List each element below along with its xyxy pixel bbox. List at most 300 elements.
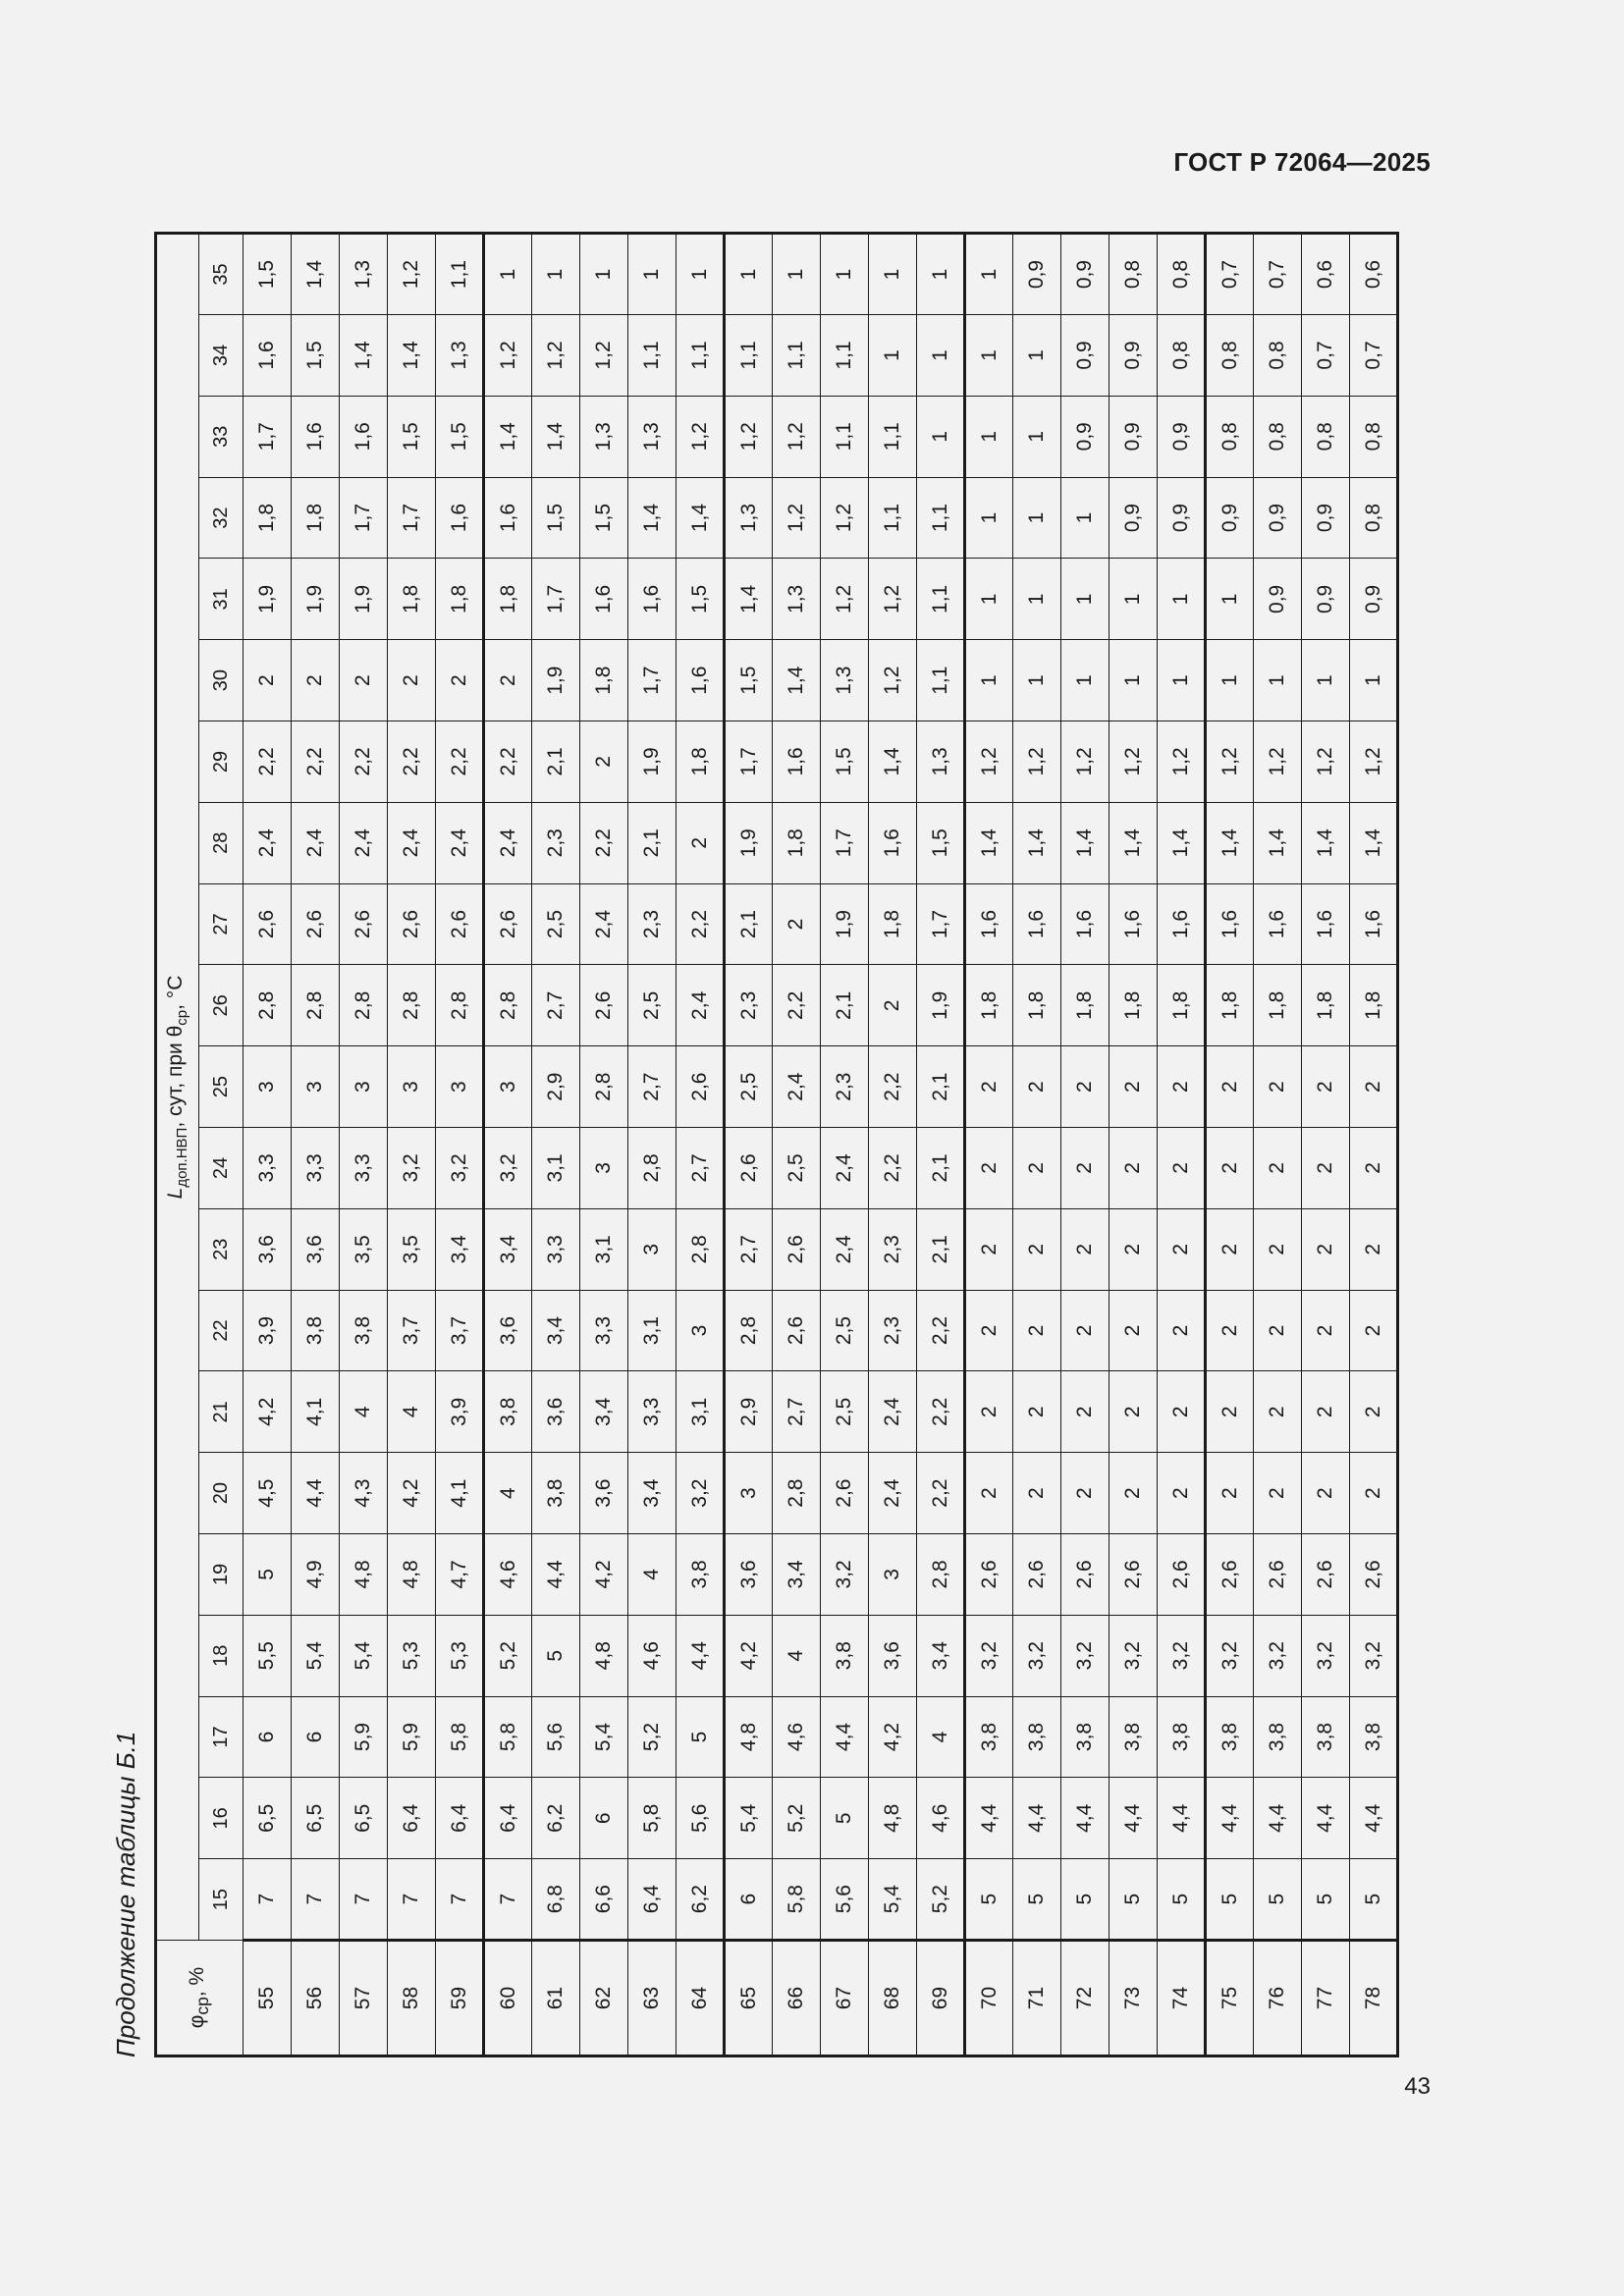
value-cell: 3,4 (532, 1290, 580, 1371)
value-cell: 4,6 (917, 1778, 965, 1859)
value-cell: 3 (484, 1046, 532, 1128)
value-cell: 1 (677, 234, 725, 315)
value-cell: 3,3 (292, 1128, 340, 1209)
row-phi-cell: 63 (628, 1941, 677, 2056)
value-cell: 6 (580, 1778, 628, 1859)
row-phi-cell: 57 (340, 1941, 388, 2056)
value-cell: 1 (1013, 477, 1061, 559)
value-cell: 2 (677, 802, 725, 883)
value-cell: 3,8 (821, 1615, 869, 1696)
value-cell: 1 (1206, 640, 1254, 721)
value-cell: 1,1 (628, 315, 677, 397)
value-cell: 3,8 (1206, 1696, 1254, 1778)
value-cell: 1 (869, 234, 917, 315)
value-cell: 2,4 (388, 802, 436, 883)
value-cell: 4,8 (388, 1534, 436, 1616)
value-cell: 4,4 (1013, 1778, 1061, 1859)
value-cell: 2,5 (725, 1046, 773, 1128)
value-cell: 1,9 (292, 559, 340, 640)
value-cell: 2,1 (628, 802, 677, 883)
value-cell: 2,6 (388, 883, 436, 965)
value-cell: 0,9 (1061, 396, 1110, 477)
value-cell: 1,9 (725, 802, 773, 883)
value-cell: 1,8 (244, 477, 292, 559)
value-cell: 1,4 (388, 315, 436, 397)
value-cell: 4,6 (628, 1615, 677, 1696)
value-cell: 2 (1350, 1371, 1398, 1453)
value-cell: 3,8 (1110, 1696, 1158, 1778)
value-cell: 1,8 (773, 802, 821, 883)
value-cell: 5,6 (532, 1696, 580, 1778)
value-cell: 2,5 (821, 1290, 869, 1371)
value-cell: 1,6 (292, 396, 340, 477)
value-cell: 1,9 (340, 559, 388, 640)
value-cell: 0,9 (1206, 477, 1254, 559)
value-cell: 2 (1110, 1046, 1158, 1128)
value-cell: 3,6 (532, 1371, 580, 1453)
value-cell: 1 (1110, 640, 1158, 721)
value-cell: 1 (628, 234, 677, 315)
value-cell: 1 (965, 234, 1013, 315)
value-cell: 2,6 (1206, 1534, 1254, 1616)
value-cell: 7 (484, 1859, 532, 1941)
value-cell: 2 (1302, 1371, 1350, 1453)
value-cell: 4,2 (244, 1371, 292, 1453)
value-cell: 1 (917, 234, 965, 315)
row-phi-cell: 78 (1350, 1941, 1398, 2056)
value-cell: 1,8 (1061, 965, 1110, 1046)
value-cell: 5 (677, 1696, 725, 1778)
value-cell: 1,5 (532, 477, 580, 559)
value-cell: 2 (1206, 1208, 1254, 1290)
value-cell: 3,2 (388, 1128, 436, 1209)
value-cell: 1,6 (1110, 883, 1158, 965)
value-cell: 1,4 (484, 396, 532, 477)
value-cell: 1,8 (1350, 965, 1398, 1046)
column-header-temp: 15 (199, 1859, 244, 1941)
value-cell: 2 (965, 1290, 1013, 1371)
value-cell: 3,5 (340, 1208, 388, 1290)
value-cell: 1,5 (725, 640, 773, 721)
row-phi-cell: 56 (292, 1941, 340, 2056)
column-header-temp: 19 (199, 1534, 244, 1616)
value-cell: 1,2 (773, 396, 821, 477)
value-cell: 4,2 (388, 1453, 436, 1534)
value-cell: 3,1 (677, 1371, 725, 1453)
row-header-phi: $\varphi_{ср}$, % (156, 1941, 244, 2056)
value-cell: 1,4 (965, 802, 1013, 883)
value-cell: 0,8 (1158, 234, 1206, 315)
value-cell: 5 (1350, 1859, 1398, 1941)
value-cell: 3,4 (917, 1615, 965, 1696)
value-cell: 1,3 (773, 559, 821, 640)
value-cell: 1,2 (677, 396, 725, 477)
value-cell: 1,3 (436, 315, 484, 397)
value-cell: 4,8 (580, 1615, 628, 1696)
value-cell: 3 (244, 1046, 292, 1128)
table-row (1206, 234, 1254, 2056)
value-cell: 0,9 (1350, 559, 1398, 640)
value-cell: 2 (1302, 1046, 1350, 1128)
value-cell: 3,8 (965, 1696, 1013, 1778)
value-cell: 5,4 (580, 1696, 628, 1778)
value-cell: 3 (725, 1453, 773, 1534)
value-cell: 1,3 (917, 721, 965, 803)
value-cell: 3,2 (1350, 1615, 1398, 1696)
value-cell: 1,6 (1013, 883, 1061, 965)
value-cell: 1,2 (773, 477, 821, 559)
value-cell: 2 (1302, 1290, 1350, 1371)
value-cell: 2,8 (244, 965, 292, 1046)
value-cell: 3,3 (580, 1290, 628, 1371)
value-cell: 2,8 (484, 965, 532, 1046)
value-cell: 1,5 (436, 396, 484, 477)
column-header-temp: 21 (199, 1371, 244, 1453)
value-cell: 4,2 (725, 1615, 773, 1696)
value-cell: 2 (1061, 1453, 1110, 1534)
value-cell: 5,8 (436, 1696, 484, 1778)
value-cell: 1,7 (821, 802, 869, 883)
value-cell: 2,1 (917, 1208, 965, 1290)
value-cell: 2 (1061, 1371, 1110, 1453)
value-cell: 3,8 (340, 1290, 388, 1371)
value-cell: 1,2 (725, 396, 773, 477)
value-cell: 1,8 (436, 559, 484, 640)
table-row (917, 234, 965, 2056)
value-cell: 2,2 (917, 1453, 965, 1534)
value-cell: 6,2 (677, 1859, 725, 1941)
header-row-temperatures (199, 234, 244, 2056)
value-cell: 0,9 (1302, 559, 1350, 640)
value-cell: 1,5 (677, 559, 725, 640)
value-cell: 6,8 (532, 1859, 580, 1941)
value-cell: 2,2 (917, 1290, 965, 1371)
value-cell: 1,4 (1061, 802, 1110, 883)
row-phi-cell: 58 (388, 1941, 436, 2056)
value-cell: 5 (965, 1859, 1013, 1941)
value-cell: 1,2 (532, 315, 580, 397)
value-cell: 3 (628, 1208, 677, 1290)
value-cell: 3,2 (1254, 1615, 1302, 1696)
value-cell: 2,6 (436, 883, 484, 965)
value-cell: 0,6 (1350, 234, 1398, 315)
column-header-temp: 30 (199, 640, 244, 721)
value-cell: 2 (1302, 1128, 1350, 1209)
value-cell: 1,6 (1254, 883, 1302, 965)
value-cell: 2,8 (388, 965, 436, 1046)
value-cell: 1,2 (821, 559, 869, 640)
value-cell: 1,8 (292, 477, 340, 559)
value-cell: 3,3 (244, 1128, 292, 1209)
value-cell: 1,9 (917, 965, 965, 1046)
value-cell: 1,4 (677, 477, 725, 559)
value-cell: 2,4 (869, 1371, 917, 1453)
row-phi-cell: 61 (532, 1941, 580, 2056)
value-cell: 1,2 (1302, 721, 1350, 803)
value-cell: 4,5 (244, 1453, 292, 1534)
value-cell: 2 (869, 965, 917, 1046)
value-cell: 2 (1206, 1290, 1254, 1371)
value-cell: 0,7 (1254, 234, 1302, 315)
value-cell: 1,3 (580, 396, 628, 477)
value-cell: 0,8 (1350, 396, 1398, 477)
value-cell: 2,5 (773, 1128, 821, 1209)
value-cell: 1,9 (821, 883, 869, 965)
value-cell: 1,5 (917, 802, 965, 883)
value-cell: 1,4 (1158, 802, 1206, 883)
value-cell: 5 (1061, 1859, 1110, 1941)
value-cell: 2,4 (869, 1453, 917, 1534)
value-cell: 1,9 (244, 559, 292, 640)
value-cell: 2,6 (677, 1046, 725, 1128)
value-cell: 3,2 (484, 1128, 532, 1209)
value-cell: 2 (965, 1208, 1013, 1290)
value-cell: 2,4 (340, 802, 388, 883)
value-cell: 1,3 (821, 640, 869, 721)
value-cell: 3 (869, 1534, 917, 1616)
value-cell: 4 (917, 1696, 965, 1778)
value-cell: 1,5 (580, 477, 628, 559)
value-cell: 2,6 (1013, 1534, 1061, 1616)
value-cell: 4 (388, 1371, 436, 1453)
value-cell: 2 (1254, 1046, 1302, 1128)
value-cell: 2,8 (580, 1046, 628, 1128)
value-cell: 4 (628, 1534, 677, 1616)
value-cell: 1,4 (1206, 802, 1254, 883)
value-cell: 2 (1158, 1290, 1206, 1371)
table-row (580, 234, 628, 2056)
value-cell: 1,7 (388, 477, 436, 559)
value-cell: 5 (1254, 1859, 1302, 1941)
column-header-temp: 16 (199, 1778, 244, 1859)
value-cell: 0,6 (1302, 234, 1350, 315)
value-cell: 2,3 (725, 965, 773, 1046)
value-cell: 3,6 (869, 1615, 917, 1696)
value-cell: 0,8 (1254, 315, 1302, 397)
value-cell: 4,3 (340, 1453, 388, 1534)
value-cell: 2 (1158, 1453, 1206, 1534)
value-cell: 2,2 (869, 1046, 917, 1128)
column-header-temp: 34 (199, 315, 244, 397)
value-cell: 5 (1206, 1859, 1254, 1941)
value-cell: 3,1 (532, 1128, 580, 1209)
value-cell: 2 (292, 640, 340, 721)
value-cell: 2,3 (532, 802, 580, 883)
table-row (1110, 234, 1158, 2056)
value-cell: 2,8 (340, 965, 388, 1046)
value-cell: 2,8 (628, 1128, 677, 1209)
row-phi-cell: 75 (1206, 1941, 1254, 2056)
value-cell: 3,8 (484, 1371, 532, 1453)
value-cell: 3,7 (436, 1290, 484, 1371)
table-row (965, 234, 1013, 2056)
table-row (1254, 234, 1302, 2056)
value-cell: 2 (1013, 1046, 1061, 1128)
value-cell: 1 (725, 234, 773, 315)
value-cell: 1,8 (1302, 965, 1350, 1046)
value-cell: 0,8 (1350, 477, 1398, 559)
value-cell: 1,4 (532, 396, 580, 477)
table-row (1158, 234, 1206, 2056)
table-row (1061, 234, 1110, 2056)
value-cell: 1,6 (1350, 883, 1398, 965)
value-cell: 2,9 (725, 1371, 773, 1453)
value-cell: 1,1 (917, 640, 965, 721)
value-cell: 1,4 (1350, 802, 1398, 883)
value-cell: 1,8 (1110, 965, 1158, 1046)
column-header-temp: 24 (199, 1128, 244, 1209)
value-cell: 5 (1013, 1859, 1061, 1941)
value-cell: 2 (1206, 1371, 1254, 1453)
column-header-temp: 17 (199, 1696, 244, 1778)
value-cell: 2,8 (292, 965, 340, 1046)
value-cell: 3,9 (436, 1371, 484, 1453)
value-cell: 4,4 (532, 1534, 580, 1616)
value-cell: 1 (1158, 640, 1206, 721)
value-cell: 1,2 (580, 315, 628, 397)
value-cell: 6,5 (244, 1778, 292, 1859)
value-cell: 3,7 (388, 1290, 436, 1371)
value-cell: 5,4 (292, 1615, 340, 1696)
value-cell: 1 (1254, 640, 1302, 721)
value-cell: 1 (1013, 315, 1061, 397)
value-cell: 3,4 (484, 1208, 532, 1290)
value-cell: 4,2 (869, 1696, 917, 1778)
row-phi-cell: 60 (484, 1941, 532, 2056)
row-phi-cell: 55 (244, 1941, 292, 2056)
value-cell: 2 (1013, 1290, 1061, 1371)
value-cell: 2 (1013, 1453, 1061, 1534)
value-cell: 1,1 (773, 315, 821, 397)
value-cell: 5,6 (677, 1778, 725, 1859)
value-cell: 2 (1013, 1371, 1061, 1453)
value-cell: 1 (1302, 640, 1350, 721)
row-phi-cell: 65 (725, 1941, 773, 2056)
value-cell: 1 (773, 234, 821, 315)
value-cell: 1,4 (773, 640, 821, 721)
value-cell: 3,3 (628, 1371, 677, 1453)
value-cell: 0,8 (1254, 396, 1302, 477)
value-cell: 2,4 (773, 1046, 821, 1128)
value-cell: 6 (292, 1696, 340, 1778)
value-cell: 1,2 (1013, 721, 1061, 803)
value-cell: 2 (1350, 1046, 1398, 1128)
value-cell: 5,5 (244, 1615, 292, 1696)
value-cell: 0,9 (1013, 234, 1061, 315)
value-cell: 2,6 (1158, 1534, 1206, 1616)
value-cell: 1,8 (677, 721, 725, 803)
column-header-temp: 31 (199, 559, 244, 640)
value-cell: 3,2 (1013, 1615, 1061, 1696)
value-cell: 1 (821, 234, 869, 315)
value-cell: 1,2 (1158, 721, 1206, 803)
value-cell: 1,4 (1110, 802, 1158, 883)
value-cell: 3,2 (821, 1534, 869, 1616)
column-header-temp: 33 (199, 396, 244, 477)
value-cell: 2,2 (388, 721, 436, 803)
value-cell: 3,3 (532, 1208, 580, 1290)
value-cell: 2 (1110, 1208, 1158, 1290)
value-cell: 4,4 (821, 1696, 869, 1778)
table-row (1013, 234, 1061, 2056)
value-cell: 2,8 (725, 1290, 773, 1371)
value-cell: 2,1 (917, 1046, 965, 1128)
value-cell: 1,5 (821, 721, 869, 803)
value-cell: 1,6 (580, 559, 628, 640)
value-cell: 5,8 (484, 1696, 532, 1778)
value-cell: 5,8 (628, 1778, 677, 1859)
value-cell: 3,1 (580, 1208, 628, 1290)
value-cell: 4,4 (677, 1615, 725, 1696)
value-cell: 4,8 (725, 1696, 773, 1778)
value-cell: 7 (436, 1859, 484, 1941)
value-cell: 3 (580, 1128, 628, 1209)
value-cell: 2 (484, 640, 532, 721)
value-cell: 7 (388, 1859, 436, 1941)
value-cell: 1,4 (1254, 802, 1302, 883)
value-cell: 1,2 (821, 477, 869, 559)
column-header-temp: 18 (199, 1615, 244, 1696)
value-cell: 1 (1061, 559, 1110, 640)
value-cell: 2,2 (244, 721, 292, 803)
column-header-temp: 22 (199, 1290, 244, 1371)
column-group-header: $L_{доп.НВП}$, сут, при $\theta_{ср}$, °С (156, 234, 199, 1941)
value-cell: 3 (677, 1290, 725, 1371)
value-cell: 2,2 (917, 1371, 965, 1453)
table-row (821, 234, 869, 2056)
value-cell: 0,9 (1061, 234, 1110, 315)
value-cell: 0,8 (1302, 396, 1350, 477)
value-cell: 2,4 (292, 802, 340, 883)
value-cell: 1,7 (340, 477, 388, 559)
value-cell: 5,9 (388, 1696, 436, 1778)
value-cell: 1,6 (244, 315, 292, 397)
value-cell: 1,6 (773, 721, 821, 803)
value-cell: 2,4 (244, 802, 292, 883)
value-cell: 2 (1158, 1208, 1206, 1290)
value-cell: 0,9 (1110, 315, 1158, 397)
table-row (484, 234, 532, 2056)
value-cell: 2 (965, 1371, 1013, 1453)
value-cell: 3 (388, 1046, 436, 1128)
value-cell: 2,2 (484, 721, 532, 803)
value-cell: 1,8 (1158, 965, 1206, 1046)
value-cell: 1 (917, 396, 965, 477)
value-cell: 1,8 (580, 640, 628, 721)
column-header-temp: 27 (199, 883, 244, 965)
value-cell: 3 (340, 1046, 388, 1128)
value-cell: 0,9 (1254, 477, 1302, 559)
column-header-temp: 35 (199, 234, 244, 315)
value-cell: 1 (965, 396, 1013, 477)
value-cell: 3,6 (292, 1208, 340, 1290)
value-cell: 2 (1110, 1371, 1158, 1453)
value-cell: 2 (1254, 1453, 1302, 1534)
value-cell: 2 (1158, 1046, 1206, 1128)
value-cell: 1,6 (869, 802, 917, 883)
value-cell: 2 (244, 640, 292, 721)
value-cell: 2,6 (965, 1534, 1013, 1616)
value-cell: 1,1 (917, 559, 965, 640)
table-row (773, 234, 821, 2056)
value-cell: 1,4 (628, 477, 677, 559)
value-cell: 1,4 (292, 234, 340, 315)
value-cell: 1,2 (1254, 721, 1302, 803)
table-body (244, 234, 1398, 2056)
value-cell: 4,8 (340, 1534, 388, 1616)
value-cell: 4 (340, 1371, 388, 1453)
value-cell: 0,8 (1158, 315, 1206, 397)
